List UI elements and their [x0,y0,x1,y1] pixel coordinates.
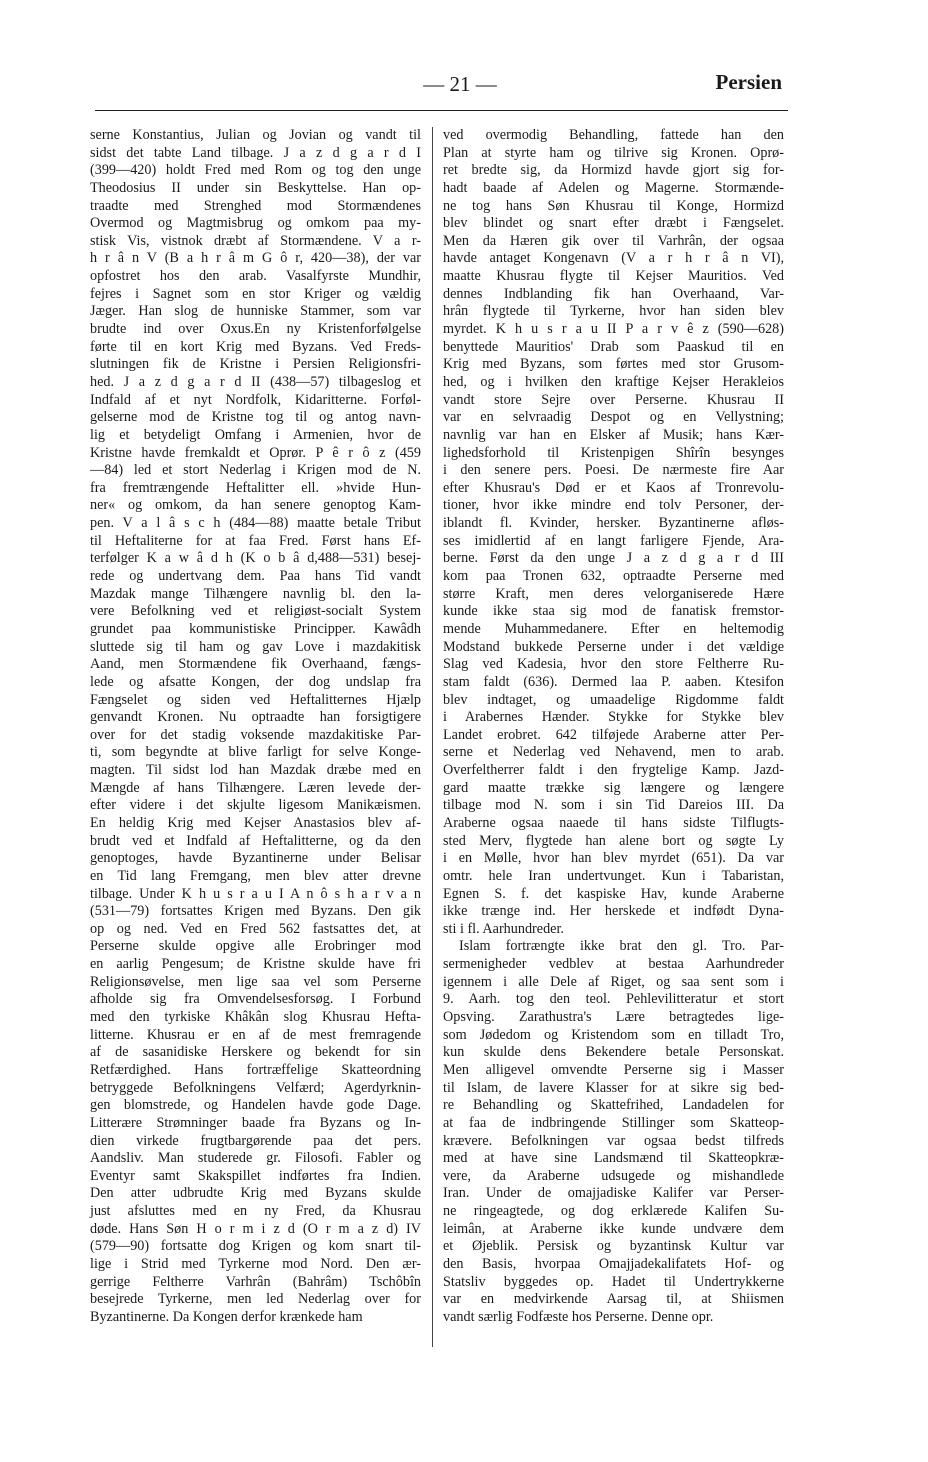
text-line: lige i Strid med Tyrkerne mod Nord. Den ær- [90,1256,421,1272]
text-line: pen. V a l â s c h (484—88) maatte betale Tribut [90,515,421,532]
text-line: et Øjeblik. Persisk og byzantinsk Kultur var [443,1238,784,1255]
text-line: Islam fortrængte ikke brat den gl. Tro. Par- [459,938,784,955]
text-line: krævere. Befolkningen var ogsaa bedst tilfreds [443,1132,784,1149]
text-line: Iran. Under de omajjadiske Kalifer var Perser- [443,1185,784,1202]
text-line: Overmod og Magtmisbrug og omkom paa my- [90,215,421,232]
text-line: ikke trænge ind. Her herskede et indfødt Dyna- [443,903,784,920]
text-line: leimân, at Araberne ikke kunde undvære dem [443,1220,784,1237]
text-line: just afsluttes med en ny Fred, da Khusrau [90,1203,421,1220]
text-line: opfostret hos den arab. Vasalfyrste Mundhir, [90,268,421,285]
text-line: serne et Nederlag ved Nehavend, men to arab. [443,744,784,761]
page-header [90,70,790,104]
text-line: hed. J a z d g a r d II (438—57) tilbageslog et [90,373,421,390]
column-divider [432,127,433,1347]
text-line: fejres i Sagnet som en stor Kriger og vældig [90,285,421,302]
text-line: kun skulde dens Bekendere betale Personskat. [443,1044,784,1061]
text-line: stam faldt (636). Dermed laa P. aaben. Ktesifon [443,673,784,690]
text-line: sted Merv, flygtede han alene bort og søgte Ly [443,832,784,849]
text-line: sidst det tabte Land tilbage. J a z d g a r d I [90,144,421,161]
text-line: slutningen fik de Kristne i Persien Religionsfri- [90,356,421,373]
text-line: ti, som begyndte at blive farligt for selve Konge- [90,744,421,761]
right-text-column [443,127,784,1327]
text-line: Aandsliv. Man studerede gr. Filosofi. Fabler og [90,1150,421,1167]
text-line: Egnen S. f. det kaspiske Hav, kunde Araberne [443,885,784,902]
text-line: tilbage. Under K h u s r a u I A n ô s h a r v a n [90,885,421,902]
text-line: Slag ved Kadesia, hvor den store Feltherre Ru- [443,656,784,673]
text-line: terfølger K a w â d h (K o b â d,488—531) besej- [90,550,421,567]
text-line: tioner, hvor ikke mindre end tolv Personer, der- [443,497,784,514]
text-line: grundet paa kommunistiske Principper. Kawâdh [90,620,421,637]
text-line: i Arabernes Hænder. Stykke for Stykke blev [443,709,784,726]
text-line: med den tyrkiske Khâkân slog Khusrau Hefta- [90,1009,421,1026]
text-line: Krig med Byzans, som førtes med stor Grusom- [443,356,784,373]
text-line: lighedsforhold til Kristenpigen Shîrîn besynges [443,444,784,461]
text-line: iblandt fl. Kvinder, hersker. Byzantinerne afløs- [443,515,784,532]
text-line: rede og undertvang dem. Paa hans Tid vandt [90,568,421,585]
text-line: sermenigheder vedblev at bestaa Aarhundreder [443,956,784,973]
running-title: Persien [715,70,782,94]
text-line: Men alligevel omvendte Perserne sig i Masser [443,1061,784,1078]
text-line: Aand, men Stormændene fik Overhaand, fængs- [90,656,421,673]
text-line: ne ringeagtede, og dog erklærede Kalifen Su- [443,1203,784,1220]
text-line: gelserne mod de Kristne tog til og antog navn- [90,409,421,426]
text-line: vere Befolkning ved et religiøst-socialt System [90,603,421,620]
text-line: vandt særlig Fodfæste hos Perserne. Denne opr. [443,1308,714,1325]
text-line: sluttede sig til ham og gav Love i mazdakitisk [90,638,421,655]
text-line: afholde sig fra Omvendelsesforsøg. I Forbund [90,991,421,1008]
text-line: at faa de indbringende Stillinger som Skatteop- [443,1114,784,1131]
text-line: lig et betydeligt Omfang i Armenien, hvor de [90,426,421,443]
text-line: ses imidlertid af en langt farligere Fjende, Ara- [443,532,784,549]
text-line: kom paa Tronen 632, optraadte Perserne med [443,568,784,585]
text-line: vandt store Sejre over Perserne. Khusrau II [443,391,784,408]
text-line: en Tid lang Fremgang, men blev atter drevne [90,867,421,884]
text-line: Indfald af et nyt Nordfolk, Kidaritterne. Forføl- [90,391,421,408]
text-line: En heldig Krig med Kejser Anastasios blev af- [90,814,421,831]
text-line: til Heftaliterne for at faa Fred. Først hans Ef- [90,532,421,549]
text-line: genvandt Kronen. Nu optraadte han forsigtigere [90,709,421,726]
text-line: (579—90) fortsatte dog Krigen og kom snart til- [90,1238,421,1255]
text-line: Theodosius II under sin Beskyttelse. Han op- [90,179,421,196]
text-line: gerrige Feltherre Varhrân (Bahrâm) Tschôbîn [90,1273,421,1290]
text-line: (531—79) fortsattes Krigen med Byzans. Den gik [90,903,421,920]
text-line: Mazdak mange Tilhængere navnlig bl. den la- [90,585,421,602]
text-line: traadte med Strenghed mod Stormændenes [90,197,421,214]
text-line: ner« og omkom, da han senere genoptog Kam- [90,497,421,514]
text-line: ret bredte sig, da Hormizd havde gjort sig for- [443,162,784,179]
text-line: Religionsøvelse, men lige saa vel som Perserne [90,973,421,990]
text-line: besejrede Tyrkerne, men led Nederlag over for [90,1291,421,1308]
text-line: større Kraft, men deres velorganiserede Hære [443,585,784,602]
text-line: gard maatte trække sig længere og længere [443,779,784,796]
text-line: omtr. hele Iran undertvunget. Kun i Tabaristan, [443,867,784,884]
text-line: —84) led et stort Nederlag i Krigen mod de N. [90,462,421,479]
text-line: serne Konstantius, Julian og Jovian og vandt til [90,127,421,143]
text-line: kunde ikke staa sig mod de fanatisk fremstor- [443,603,784,620]
text-line: (399—420) holdt Fred med Rom og tog den unge [90,162,421,179]
text-line: ved overmodig Behandling, fattede han den [443,127,784,143]
text-line: efter videre i det skjulte ligesom Manikæismen. [90,797,421,814]
text-line: Jæger. Han slog de hunniske Stammer, som var [90,303,421,320]
page-number: — 21 — [423,72,497,96]
text-line: hed, og i hvilken den kraftige Kejser Herakleios [443,373,784,390]
text-line: hrân flygtede til Tyrkerne, hvor han siden blev [443,303,784,320]
text-line: Retfærdighed. Hans fortræffelige Skatteordning [90,1061,421,1078]
text-line: blev blindet og snart efter dræbt i Fængselet. [443,215,784,232]
text-line: h r â n V (B a h r â m G ô r, 420—38), der var [90,250,421,267]
text-line: havde antaget Kongenavn (V a r h r â n VI), [443,250,784,267]
text-line: Eventyr samt Skakspillet indførtes fra Indien. [90,1167,421,1184]
text-line: brudte ind over Oxus.En ny Kristenforfølgelse [90,321,421,338]
text-line: Opsving. Zarathustra's Lære betragtedes lige- [443,1009,784,1026]
text-line: berne. Først da den unge J a z d g a r d III [443,550,784,567]
text-line: i en Mølle, hvor han blev myrdet (651). Da var [443,850,784,867]
text-line: 9. Aarh. tog den teol. Pehlevilitteratur et stort [443,991,784,1008]
text-line: Fængselet og siden ved Heftalitternes Hjælp [90,691,421,708]
text-line: Plan at styrte ham og tilrive sig Kronen. Oprø- [443,144,784,161]
text-line: Men da Hæren gik over til Varhrân, der ogsaa [443,232,784,249]
text-line: op og ned. Ved en Fred 562 fastsattes det, at [90,920,421,937]
text-line: Den atter udbrudte Krig med Byzans skulde [90,1185,421,1202]
text-line: var en medvirkende Aarsag til, at Shiismen [443,1291,784,1308]
text-line: brudt ved et Indfald af Heftalitterne, og da den [90,832,421,849]
text-line: som Jødedom og Kristendom som en tilladt Tro, [443,1026,784,1043]
text-line: gen blomstrede, og Handelen havde gode Dage. [90,1097,421,1114]
text-line: benyttede Mauritios' Drab som Paaskud til en [443,338,784,355]
text-line: re Behandling og Skattefrihed, Landadelen for [443,1097,784,1114]
text-line: Overfeltherrer faldt i den frygtelige Kamp. Jazd- [443,762,784,779]
text-line: magten. Til sidst lod han Mazdak dræbe med en [90,762,421,779]
text-line: litterne. Khusrau er en af de mest fremragende [90,1026,421,1043]
text-line: den Basis, hvorpaa Omajjadekalifatets Hof- og [443,1256,784,1272]
text-line: stisk Vis, vistnok dræbt af Stormændene. V a r- [90,232,421,249]
text-line: Byzantinerne. Da Kongen derfor krænkede ham [90,1308,363,1325]
text-line: over for det stadig voksende mazdakitiske Par- [90,726,421,743]
text-line: var en selvraadig Despot og en Vellystning; [443,409,784,426]
text-line: lede og afsatte Kongen, der dog undslap fra [90,673,421,690]
text-line: en aarlig Pengesum; de Kristne skulde have fri [90,956,421,973]
text-line: vere, da Araberne udsugede og mishandlede [443,1167,784,1184]
text-line: i den senere pers. Poesi. De nærmeste fire Aar [443,462,784,479]
text-line: hadt baade af Adelen og Magerne. Stormænde- [443,179,784,196]
text-line: ne tog hans Søn Khusrau til Konge, Hormizd [443,197,784,214]
text-line: dien virkede frugtbargørende paa det pers. [90,1132,421,1149]
text-line: Kristne havde fremkaldt et Oprør. P ê r ô z (459 [90,444,421,461]
left-text-column [90,127,421,1327]
text-line: til Islam, de lavere Klasser for at sikre sig bed- [443,1079,784,1096]
text-line: Modstand bukkede Perserne under i det vældige [443,638,784,655]
text-line: genoptoges, havde Byzantinerne under Belisar [90,850,421,867]
text-line: Araberne ogsaa naaede til hans sidste Tilflugts- [443,814,784,831]
text-line: sti i fl. Aarhundreder. [443,920,564,937]
header-rule [95,110,788,111]
text-line: navnlig var han en Elsker af Musik; hans Kær- [443,426,784,443]
text-line: igennem i alle Dele af Riget, og saa sent som i [443,973,784,990]
text-line: Statsliv byggedes op. Hadet til Undertrykkerne [443,1273,784,1290]
text-line: af de sasanidiske Herskere og bekendt for sin [90,1044,421,1061]
text-line: døde. Hans Søn H o r m i z d (O r m a z d) IV [90,1220,421,1237]
text-line: betryggede Befolkningens Velfærd; Agerdyrknin- [90,1079,421,1096]
text-line: tilbage mod N. som i sin Tid Dareios III. Da [443,797,784,814]
text-line: dennes Indblanding fik han Overhaand, Var- [443,285,784,302]
text-line: Perserne skulde opgive alle Erobringer mod [90,938,421,955]
text-line: Mængde af hans Tilhængere. Læren levede der- [90,779,421,796]
text-line: Litterære Strømninger baade fra Byzans og In- [90,1114,421,1131]
text-line: med at have sine Landsmænd til Skatteopkræ- [443,1150,784,1167]
text-line: myrdet. K h u s r a u II P a r v ê z (590—628) [443,321,784,338]
text-line: efter Khusrau's Død er et Kaos af Tronrevolu- [443,479,784,496]
text-line: fra fremtrængende Heftalitter ell. »hvide Hun- [90,479,421,496]
text-line: Landet erobret. 642 tilføjede Araberne atter Per- [443,726,784,743]
text-line: blev indtaget, og umaadelige Rigdomme faldt [443,691,784,708]
text-line: mende Muhammedanere. Efter en heltemodig [443,620,784,637]
text-line: maatte Khusrau flygte til Kejser Mauritios. Ved [443,268,784,285]
text-line: førte til en kort Krig med Byzans. Ved Freds- [90,338,421,355]
